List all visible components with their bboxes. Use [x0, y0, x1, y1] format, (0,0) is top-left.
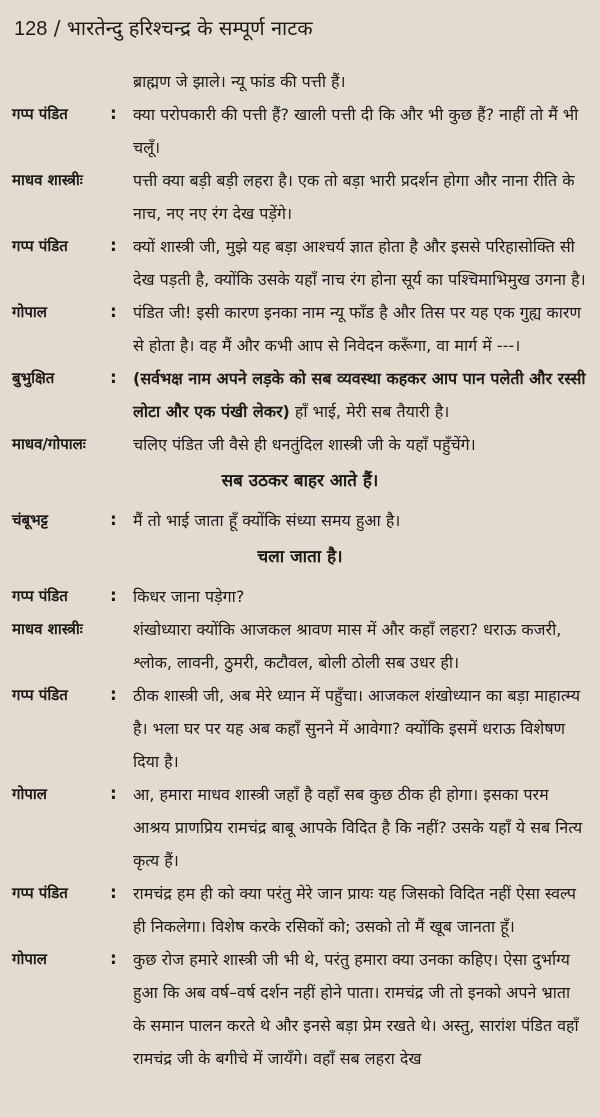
speaker-name: गप्प पंडित: [12, 237, 68, 255]
dialogue-text: [133, 362, 586, 428]
speaker-colon: :: [110, 784, 117, 804]
dialogue-row: [0, 98, 600, 164]
page-number: 128: [14, 18, 48, 40]
dialogue-row: [0, 230, 600, 296]
dialogue-text: आ, हमारा माधव शास्त्री जहाँ है वहाँ सब कुछ ठीक ही होगा। इसका परम आश्रय प्राणप्रिय रामचंद्र बाबू आपके विदित है कि नहीं? उसके यहाँ ये सब नित्य कृत्य हैं।: [133, 785, 583, 870]
dialogue-text: रामचंद्र हम ही को क्या परंतु मेरे जान प्रायः यह जिसको विदित नहीं ऐसा स्वल्प ही निकलेगा। विशेष करके रसिकों को; उसको तो मैं खूब जानता हूँ।: [133, 884, 576, 936]
dialogue-row: [0, 164, 600, 230]
dialogue-text: कुछ रोज हमारे शास्त्री जी भी थे, परंतु हमारा क्या उनका कहिए। ऐसा दुर्भाग्य हुआ कि अब वर्ष–वर्ष दर्शन नहीं होने पाता। रामचंद्र जी तो इनको अपने भ्राता के समान पालन करते थे और इनसे बड़ा प्रेम रखते थे। अस्तु, सारांश पंडित वहाँ रामचंद्र जी के बगीचे में जायँगे। वहाँ सब लहरा देख: [133, 950, 579, 1068]
speaker-colon: :: [110, 685, 117, 705]
speaker-name: गोपाल: [12, 950, 47, 968]
speaker-name: गप्प पंडित: [12, 884, 68, 902]
speaker-name: माधव/गोपालः: [12, 435, 86, 453]
dialogue-row: [0, 504, 600, 537]
dialogue-text: शंखोध्यारा क्योंकि आजकल श्रावण मास में और कहाँ लहरा? धराऊ कजरी, श्लोक, लावनी, ठुमरी, कटौवल, बोली ठोली सब उधर ही।: [133, 620, 562, 672]
speaker-colon: :: [110, 368, 117, 388]
dialogue-row: [0, 943, 600, 1075]
speaker-colon: :: [110, 236, 117, 256]
dialogue-text: ठीक शास्त्री जी, अब मेरे ध्यान में पहुँचा। आजकल शंखोध्यान का बड़ा माहात्म्य है। भला घर पर यह अब कहाँ सुनने में आवेगा? क्योंकि इसमें धराऊ विशेषण दिया है।: [133, 686, 581, 771]
speaker-name: चंबूभट्ट: [12, 511, 48, 529]
speaker-name: गप्प पंडित: [12, 686, 68, 704]
dialogue-text: ब्राह्मण जे झाले। न्यू फांड की पत्ती हैं।: [133, 72, 346, 91]
speaker-colon: :: [110, 302, 117, 322]
dialogue-row: [0, 580, 600, 613]
dialogue-text: क्यों शास्त्री जी, मुझे यह बड़ा आश्चर्य ज्ञात होता है और इससे परिहासोक्ति सी देख पड़ती है, क्योंकि उसके यहाँ नाच रंग होना सूर्य का पश्चिमाभिमुख उगना है।: [133, 237, 586, 289]
dialogue-text: मैं तो भाई जाता हूँ क्योंकि संध्या समय हुआ है।: [133, 511, 401, 530]
speaker-colon: :: [110, 949, 117, 969]
continuation-line: [0, 65, 600, 98]
page-header: [14, 14, 313, 43]
dialogue-remainder: हाँ भाई, मेरी सब तैयारी है।: [289, 402, 450, 421]
speaker-colon: :: [110, 510, 117, 530]
dialogue-text: पंडित जी! इसी कारण इनका नाम न्यू फाँड है और तिस पर यह एक गुह्य कारण से होता है। वह मैं और कभी आप से निवेदन करूँगा, वा मार्ग में ---।: [133, 303, 581, 355]
dialogue-row: [0, 778, 600, 877]
speaker-colon: :: [110, 586, 117, 606]
dialogue-text: किधर जाना पड़ेगा?: [133, 587, 245, 606]
dialogue-row: [0, 679, 600, 778]
dialogue-text: चलिए पंडित जी वैसे ही धनतुंदिल शास्त्री जी के यहाँ पहुँचेंगे।: [133, 435, 476, 454]
stage-direction: सब उठकर बाहर आते हैं।: [221, 471, 379, 491]
dialogue-row: [0, 296, 600, 362]
stage-direction: चला जाता है।: [257, 547, 343, 567]
speaker-colon: :: [110, 104, 117, 124]
dialogue-row: [0, 877, 600, 943]
speaker-name: गप्प पंडित: [12, 587, 68, 605]
dialogue-row: [0, 613, 600, 679]
dialogue-row: [0, 428, 600, 461]
speaker-colon: :: [110, 883, 117, 903]
speaker-name: माधव शास्त्रीः: [12, 620, 83, 638]
dialogue-text: पत्ती क्या बड़ी बड़ी लहरा है। एक तो बड़ा भारी प्रदर्शन होगा और नाना रीति के नाच, नए नए रंग देख पड़ेंगे।: [133, 171, 575, 223]
play-text: [0, 65, 600, 1075]
speaker-name: गोपाल: [12, 303, 47, 321]
inline-stage-direction: (सर्वभक्ष नाम अपने लड़के को सब व्यवस्था कहकर आप पान पलेती और रस्सी लोटा और एक पंखी लेकर): [133, 369, 586, 421]
speaker-name: बुभुक्षित: [12, 369, 55, 387]
speaker-name: माधव शास्त्रीः: [12, 171, 83, 189]
dialogue-text: क्या परोपकारी की पत्ती हैं? खाली पत्ती दी कि और भी कुछ हैं? नाहीं तो मैं भी चलूँ।: [133, 105, 579, 157]
speaker-name: गप्प पंडित: [12, 105, 68, 123]
book-title: / भारतेन्दु हरिश्चन्द्र के सम्पूर्ण नाटक: [53, 16, 313, 40]
speaker-name: गोपाल: [12, 785, 47, 803]
dialogue-row: [0, 362, 600, 428]
